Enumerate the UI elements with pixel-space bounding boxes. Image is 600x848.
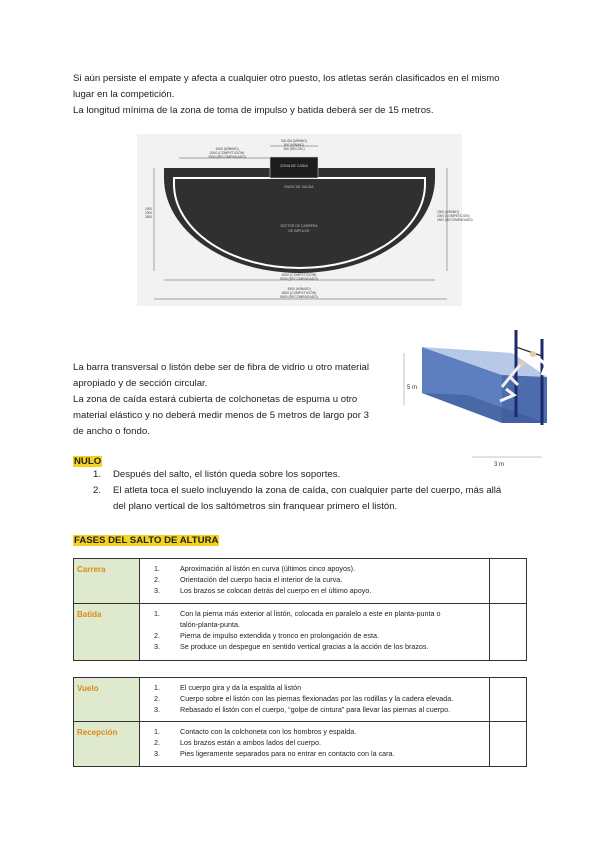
right-dim-2: 2000 (COMPETICIÓN) (437, 214, 470, 218)
bottom1-dim-1: 3000 (MÍNIMO) (287, 269, 311, 273)
bottom2-dim-3: 5500 (RECOMENDADO) (280, 295, 318, 299)
bar-and-mat-paragraph (73, 360, 391, 440)
mat-side-dim: 5 m (407, 385, 418, 391)
inner-top-label: RADIO DE SALIDA (284, 185, 314, 189)
para2-line-3: La zona de caída estará cubierta de colchonetas de espuma u otro (73, 394, 358, 405)
phase-check-cell (490, 678, 527, 722)
phase-label: Recepción (74, 722, 140, 767)
landing-box-label: ZONA DE CAÍDA (280, 164, 308, 168)
phase-check-cell (490, 722, 527, 767)
top-dim-1: 1500 (MÍNIMO) (215, 147, 239, 151)
phase-check-cell (490, 604, 527, 661)
left-dim-1: 1500 (145, 207, 153, 211)
table-row (74, 678, 527, 722)
intro-line-1: Si aún persiste el empate y afecta a cualquier otro puesto, los atletas serán clasificados en el mismo (73, 73, 500, 84)
high-jump-area-diagram (137, 134, 473, 306)
inner-mid-label-2: DE IMPULSO (288, 229, 310, 233)
box-dim-2: 500 (MÍNIMO) (283, 143, 305, 147)
para2-line-1: La barra transversal o listón debe ser de fibra de vidrio u otro material (73, 362, 369, 373)
right-dim-3: 2500 (RECOMENDADO) (437, 218, 473, 222)
phase-content: 1. Aproximación al listón en curva (últimos cinco apoyos). 2. Orientación del cuerpo hacia el interior de la curva. 3. Los brazos se colocan detrás del cuerpo en el último apoyo. (140, 559, 490, 604)
table-row (74, 559, 527, 604)
box-dim-3: 350 (RECOM.) (283, 147, 305, 151)
phase-check-cell (490, 559, 527, 604)
nulo-item-2-cont: del plano vertical de los saltómetros sin franquear primero el listón. (113, 501, 398, 512)
intro-line-2: lugar en la competición. (73, 89, 175, 100)
nulo-item-2: 2. El atleta toca el suelo incluyendo la zona de caída, con cualquier parte del cuerpo, más allá (93, 485, 502, 496)
phase-label: Carrera (74, 559, 140, 604)
left-dim-3: 2500 (145, 215, 153, 219)
box-dim-1: SALIDA (MÍNIMO) (280, 139, 308, 143)
intro-paragraph (73, 71, 533, 119)
mat-bottom-dim: 3 m (494, 462, 505, 468)
nulo-heading: NULO (74, 456, 102, 467)
right-dim-1: 1500 (MÍNIMO) (437, 210, 459, 214)
intro-line-3: La longitud mínima de la zona de toma de impulso y batida deberá ser de 15 metros. (73, 105, 434, 116)
top-dim-2: 2000 (COMPETICIÓN) (209, 151, 245, 155)
inner-mid-label-1: SECTOR DE CARRERA (280, 224, 318, 228)
athlete-head-2 (530, 351, 536, 357)
para2-line-4: material elástico y no deberá medir menos de 5 metros de largo por 3 (73, 410, 369, 421)
phase-content: 1. Con la pierna más exterior al listón, colocada en paralelo a este en planta-punta o talón-planta-punta. 2. Pierna de impulso extendida y tronco en prolongación de esta. 3. Se produce un despegue en sentido vertical gracias a la acción de los brazos. (140, 604, 490, 661)
crossbar (516, 347, 542, 356)
bottom2-dim-2: 4500 (COMPETICIÓN) (281, 291, 317, 295)
phase-label: Vuelo (74, 678, 140, 722)
para2-line-5: de ancho o fondo. (73, 426, 150, 437)
left-dim-2: 2000 (145, 211, 153, 215)
table-row (74, 722, 527, 767)
phase-content: 1. Contacto con la colchoneta con los hombros y espalda. 2. Los brazos están a ambos lados del cuerpo. 3. Pies ligeramente separados para no entrar en contacto con la cara. (140, 722, 490, 767)
landing-mat-illustration (402, 325, 562, 473)
table-row (74, 604, 527, 661)
phase-content: 1. El cuerpo gira y da la espalda al listón 2. Cuerpo sobre el listón con las piernas flexionadas por las rodillas y la cadera elevada. 3. Rebasado el listón con el cuerpo, “golpe de cintura” para llevar las piernas al cuerpo. (140, 678, 490, 722)
phases-table-1 (73, 558, 527, 661)
nulo-item-1: 1. Después del salto, el listón queda sobre los soportes. (93, 469, 341, 480)
bottom1-dim-2: 4000 (COMPETICIÓN) (281, 273, 317, 277)
phases-heading: FASES DEL SALTO DE ALTURA (74, 535, 219, 546)
phases-table-2 (73, 677, 527, 767)
nulo-list (93, 467, 533, 515)
bottom2-dim-1: 3500 (MÍNIMO) (287, 287, 311, 291)
top-dim-3: 2500 (RECOMENDADO) (208, 155, 246, 159)
bottom1-dim-3: 5000 (RECOMENDADO) (280, 277, 318, 281)
para2-line-2: apropiado y de sección circular. (73, 378, 208, 389)
phase-label: Batida (74, 604, 140, 661)
